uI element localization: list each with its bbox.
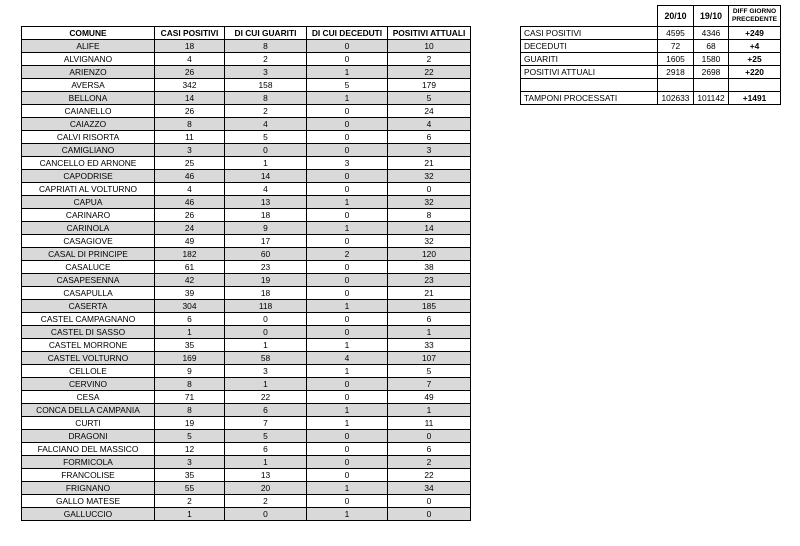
cell-positivi-attuali: 7 <box>388 378 471 391</box>
table-row <box>22 66 471 79</box>
cell-comune: FRANCOLISE <box>22 469 155 482</box>
cell-casi-positivi: 18 <box>155 40 225 53</box>
cell-positivi-attuali: 6 <box>388 131 471 144</box>
cell-guariti: 13 <box>225 469 307 482</box>
cell-casi-positivi: 49 <box>155 235 225 248</box>
cell-guariti: 0 <box>225 326 307 339</box>
cell-casi-positivi: 9 <box>155 365 225 378</box>
summary-diff: +249 <box>729 27 781 40</box>
header-deceduti: DI CUI DECEDUTI <box>307 27 388 40</box>
cell-guariti: 118 <box>225 300 307 313</box>
cell-casi-positivi: 14 <box>155 92 225 105</box>
cell-deceduti: 0 <box>307 274 388 287</box>
cell-positivi-attuali: 22 <box>388 66 471 79</box>
cell-deceduti: 0 <box>307 209 388 222</box>
cell-deceduti: 0 <box>307 261 388 274</box>
header-guariti: DI CUI GUARITI <box>225 27 307 40</box>
cell-deceduti: 0 <box>307 443 388 456</box>
cell-guariti: 6 <box>225 443 307 456</box>
summary-value-previous: 101142 <box>694 92 729 105</box>
summary-corner <box>521 6 658 27</box>
table-row <box>22 482 471 495</box>
cell-deceduti: 0 <box>307 40 388 53</box>
cell-casi-positivi: 304 <box>155 300 225 313</box>
cell-guariti: 60 <box>225 248 307 261</box>
cell-casi-positivi: 26 <box>155 105 225 118</box>
cell-casi-positivi: 3 <box>155 456 225 469</box>
cell-comune: GALLO MATESE <box>22 495 155 508</box>
cell-comune: BELLONA <box>22 92 155 105</box>
cell-comune: CANCELLO ED ARNONE <box>22 157 155 170</box>
summary-date-current: 20/10 <box>658 6 694 27</box>
table-row <box>22 248 471 261</box>
cell-comune: CASALUCE <box>22 261 155 274</box>
cell-guariti: 2 <box>225 105 307 118</box>
cell-guariti: 22 <box>225 391 307 404</box>
cell-positivi-attuali: 32 <box>388 196 471 209</box>
cell-casi-positivi: 1 <box>155 326 225 339</box>
cell-positivi-attuali: 0 <box>388 183 471 196</box>
table-row <box>22 144 471 157</box>
cell-comune: CAPODRISE <box>22 170 155 183</box>
cell-deceduti: 1 <box>307 222 388 235</box>
cell-casi-positivi: 42 <box>155 274 225 287</box>
cell-casi-positivi: 6 <box>155 313 225 326</box>
cell-casi-positivi: 71 <box>155 391 225 404</box>
cell-comune: CASTEL VOLTURNO <box>22 352 155 365</box>
summary-row <box>521 92 781 105</box>
cell-comune: FRIGNANO <box>22 482 155 495</box>
table-row <box>22 391 471 404</box>
cell-guariti: 0 <box>225 144 307 157</box>
cell-guariti: 2 <box>225 53 307 66</box>
cell-positivi-attuali: 1 <box>388 404 471 417</box>
table-row <box>22 456 471 469</box>
table-row <box>22 404 471 417</box>
cell-comune: CERVINO <box>22 378 155 391</box>
cell-positivi-attuali: 2 <box>388 53 471 66</box>
cell-positivi-attuali: 24 <box>388 105 471 118</box>
cell-deceduti: 0 <box>307 378 388 391</box>
table-row <box>22 261 471 274</box>
cell-deceduti: 4 <box>307 352 388 365</box>
cell-comune: CASTEL MORRONE <box>22 339 155 352</box>
cell-casi-positivi: 182 <box>155 248 225 261</box>
cell-positivi-attuali: 3 <box>388 144 471 157</box>
summary-value-current: 1605 <box>658 53 694 66</box>
summary-value-previous <box>694 79 729 92</box>
summary-table-body <box>521 27 781 105</box>
cell-comune: CAPUA <box>22 196 155 209</box>
cell-casi-positivi: 5 <box>155 430 225 443</box>
cell-casi-positivi: 4 <box>155 183 225 196</box>
cell-casi-positivi: 39 <box>155 287 225 300</box>
cell-comune: CAMIGLIANO <box>22 144 155 157</box>
cell-comune: CASAGIOVE <box>22 235 155 248</box>
cell-guariti: 8 <box>225 92 307 105</box>
cell-comune: CASAPULLA <box>22 287 155 300</box>
cell-guariti: 18 <box>225 287 307 300</box>
cell-casi-positivi: 8 <box>155 378 225 391</box>
cell-comune: CAIANELLO <box>22 105 155 118</box>
cell-comune: FALCIANO DEL MASSICO <box>22 443 155 456</box>
cell-deceduti: 0 <box>307 391 388 404</box>
summary-diff-header-line1: DIFF GIORNO <box>732 8 777 15</box>
cell-casi-positivi: 19 <box>155 417 225 430</box>
summary-value-current: 2918 <box>658 66 694 79</box>
cell-guariti: 19 <box>225 274 307 287</box>
cell-deceduti: 1 <box>307 417 388 430</box>
cell-guariti: 9 <box>225 222 307 235</box>
table-row <box>22 326 471 339</box>
cell-guariti: 18 <box>225 209 307 222</box>
cell-deceduti: 2 <box>307 248 388 261</box>
table-row <box>22 365 471 378</box>
cell-guariti: 4 <box>225 118 307 131</box>
table-row <box>22 430 471 443</box>
table-row <box>22 378 471 391</box>
cell-deceduti: 1 <box>307 508 388 521</box>
cell-deceduti: 1 <box>307 482 388 495</box>
summary-value-previous: 2698 <box>694 66 729 79</box>
table-row <box>22 352 471 365</box>
cell-casi-positivi: 12 <box>155 443 225 456</box>
cell-positivi-attuali: 179 <box>388 79 471 92</box>
cell-positivi-attuali: 32 <box>388 170 471 183</box>
cell-guariti: 4 <box>225 183 307 196</box>
cell-positivi-attuali: 21 <box>388 157 471 170</box>
cell-comune: CONCA DELLA CAMPANIA <box>22 404 155 417</box>
table-row <box>22 287 471 300</box>
cell-comune: ARIENZO <box>22 66 155 79</box>
table-row <box>22 118 471 131</box>
cell-guariti: 0 <box>225 508 307 521</box>
cell-casi-positivi: 55 <box>155 482 225 495</box>
cell-positivi-attuali: 0 <box>388 508 471 521</box>
table-row <box>22 170 471 183</box>
summary-row <box>521 66 781 79</box>
table-row <box>22 443 471 456</box>
table-row <box>22 235 471 248</box>
summary-label: GUARITI <box>521 53 658 66</box>
cell-casi-positivi: 46 <box>155 196 225 209</box>
table-row <box>22 417 471 430</box>
cell-deceduti: 1 <box>307 339 388 352</box>
cell-deceduti: 0 <box>307 183 388 196</box>
cell-casi-positivi: 1 <box>155 508 225 521</box>
cell-deceduti: 0 <box>307 456 388 469</box>
cell-deceduti: 0 <box>307 118 388 131</box>
cell-positivi-attuali: 34 <box>388 482 471 495</box>
cell-positivi-attuali: 107 <box>388 352 471 365</box>
cell-guariti: 7 <box>225 417 307 430</box>
cell-comune: GALLUCCIO <box>22 508 155 521</box>
summary-diff: +4 <box>729 40 781 53</box>
cell-guariti: 20 <box>225 482 307 495</box>
comuni-table-header <box>22 27 471 40</box>
cell-casi-positivi: 4 <box>155 53 225 66</box>
cell-deceduti: 1 <box>307 92 388 105</box>
cell-guariti: 1 <box>225 456 307 469</box>
table-row <box>22 92 471 105</box>
cell-comune: CASTEL DI SASSO <box>22 326 155 339</box>
summary-label <box>521 79 658 92</box>
cell-comune: CALVI RISORTA <box>22 131 155 144</box>
summary-value-current: 4595 <box>658 27 694 40</box>
cell-deceduti: 1 <box>307 300 388 313</box>
summary-label: DECEDUTI <box>521 40 658 53</box>
cell-casi-positivi: 35 <box>155 469 225 482</box>
summary-row <box>521 53 781 66</box>
cell-casi-positivi: 8 <box>155 404 225 417</box>
cell-positivi-attuali: 11 <box>388 417 471 430</box>
cell-casi-positivi: 46 <box>155 170 225 183</box>
cell-positivi-attuali: 21 <box>388 287 471 300</box>
summary-value-previous: 68 <box>694 40 729 53</box>
table-row <box>22 300 471 313</box>
cell-comune: CASTEL CAMPAGNANO <box>22 313 155 326</box>
cell-comune: CELLOLE <box>22 365 155 378</box>
cell-positivi-attuali: 22 <box>388 469 471 482</box>
table-row <box>22 274 471 287</box>
comuni-table <box>21 26 471 521</box>
cell-positivi-attuali: 10 <box>388 40 471 53</box>
cell-guariti: 5 <box>225 131 307 144</box>
cell-guariti: 3 <box>225 365 307 378</box>
cell-guariti: 58 <box>225 352 307 365</box>
cell-deceduti: 0 <box>307 430 388 443</box>
cell-casi-positivi: 61 <box>155 261 225 274</box>
cell-deceduti: 1 <box>307 196 388 209</box>
summary-value-current: 72 <box>658 40 694 53</box>
cell-positivi-attuali: 33 <box>388 339 471 352</box>
header-casi-positivi: CASI POSITIVI <box>155 27 225 40</box>
summary-label: TAMPONI PROCESSATI <box>521 92 658 105</box>
cell-casi-positivi: 26 <box>155 66 225 79</box>
cell-positivi-attuali: 6 <box>388 313 471 326</box>
summary-row <box>521 27 781 40</box>
cell-comune: CASAPESENNA <box>22 274 155 287</box>
cell-casi-positivi: 11 <box>155 131 225 144</box>
table-row <box>22 222 471 235</box>
cell-positivi-attuali: 38 <box>388 261 471 274</box>
cell-comune: CAIAZZO <box>22 118 155 131</box>
cell-deceduti: 5 <box>307 79 388 92</box>
cell-deceduti: 0 <box>307 469 388 482</box>
comuni-table-body <box>22 40 471 521</box>
cell-positivi-attuali: 49 <box>388 391 471 404</box>
table-row <box>22 313 471 326</box>
header-comune: COMUNE <box>22 27 155 40</box>
cell-comune: CAPRIATI AL VOLTURNO <box>22 183 155 196</box>
cell-comune: CASERTA <box>22 300 155 313</box>
summary-label: POSITIVI ATTUALI <box>521 66 658 79</box>
cell-positivi-attuali: 4 <box>388 118 471 131</box>
table-row <box>22 183 471 196</box>
cell-positivi-attuali: 1 <box>388 326 471 339</box>
cell-guariti: 23 <box>225 261 307 274</box>
summary-diff-header-line2: PRECEDENTE <box>731 16 778 23</box>
cell-positivi-attuali: 0 <box>388 430 471 443</box>
summary-value-previous: 1580 <box>694 53 729 66</box>
table-row <box>22 40 471 53</box>
table-row <box>22 157 471 170</box>
cell-guariti: 8 <box>225 40 307 53</box>
summary-diff: +25 <box>729 53 781 66</box>
cell-comune: AVERSA <box>22 79 155 92</box>
cell-positivi-attuali: 120 <box>388 248 471 261</box>
table-row <box>22 508 471 521</box>
cell-deceduti: 0 <box>307 495 388 508</box>
cell-comune: ALIFE <box>22 40 155 53</box>
summary-date-previous: 19/10 <box>694 6 729 27</box>
summary-diff: +220 <box>729 66 781 79</box>
cell-deceduti: 0 <box>307 105 388 118</box>
summary-label: CASI POSITIVI <box>521 27 658 40</box>
cell-positivi-attuali: 14 <box>388 222 471 235</box>
cell-comune: CESA <box>22 391 155 404</box>
cell-positivi-attuali: 5 <box>388 365 471 378</box>
summary-row <box>521 40 781 53</box>
cell-deceduti: 1 <box>307 66 388 79</box>
cell-positivi-attuali: 6 <box>388 443 471 456</box>
cell-guariti: 6 <box>225 404 307 417</box>
header-positivi-attuali: POSITIVI ATTUALI <box>388 27 471 40</box>
cell-comune: FORMICOLA <box>22 456 155 469</box>
cell-casi-positivi: 2 <box>155 495 225 508</box>
table-row <box>22 131 471 144</box>
cell-guariti: 2 <box>225 495 307 508</box>
table-row <box>22 339 471 352</box>
cell-deceduti: 1 <box>307 404 388 417</box>
cell-casi-positivi: 26 <box>155 209 225 222</box>
cell-guariti: 14 <box>225 170 307 183</box>
table-row <box>22 209 471 222</box>
table-row <box>22 469 471 482</box>
summary-diff: +1491 <box>729 92 781 105</box>
cell-guariti: 17 <box>225 235 307 248</box>
cell-positivi-attuali: 32 <box>388 235 471 248</box>
summary-value-current <box>658 79 694 92</box>
cell-guariti: 5 <box>225 430 307 443</box>
cell-casi-positivi: 25 <box>155 157 225 170</box>
cell-guariti: 158 <box>225 79 307 92</box>
cell-deceduti: 0 <box>307 170 388 183</box>
summary-diff <box>729 79 781 92</box>
cell-deceduti: 0 <box>307 326 388 339</box>
cell-positivi-attuali: 5 <box>388 92 471 105</box>
cell-comune: CASAL DI PRINCIPE <box>22 248 155 261</box>
table-row <box>22 79 471 92</box>
cell-positivi-attuali: 185 <box>388 300 471 313</box>
cell-positivi-attuali: 8 <box>388 209 471 222</box>
cell-positivi-attuali: 23 <box>388 274 471 287</box>
table-row <box>22 105 471 118</box>
summary-row <box>521 79 781 92</box>
table-row <box>22 495 471 508</box>
cell-deceduti: 0 <box>307 53 388 66</box>
cell-comune: ALVIGNANO <box>22 53 155 66</box>
cell-deceduti: 3 <box>307 157 388 170</box>
summary-value-previous: 4346 <box>694 27 729 40</box>
summary-header-row <box>521 6 781 27</box>
cell-casi-positivi: 35 <box>155 339 225 352</box>
cell-positivi-attuali: 0 <box>388 495 471 508</box>
cell-deceduti: 0 <box>307 313 388 326</box>
cell-guariti: 0 <box>225 313 307 326</box>
cell-deceduti: 0 <box>307 287 388 300</box>
cell-comune: CURTI <box>22 417 155 430</box>
table-row <box>22 196 471 209</box>
summary-table <box>520 5 781 105</box>
cell-guariti: 1 <box>225 157 307 170</box>
cell-casi-positivi: 3 <box>155 144 225 157</box>
cell-comune: CARINARO <box>22 209 155 222</box>
cell-positivi-attuali: 2 <box>388 456 471 469</box>
cell-comune: DRAGONI <box>22 430 155 443</box>
cell-deceduti: 0 <box>307 131 388 144</box>
cell-comune: CARINOLA <box>22 222 155 235</box>
cell-guariti: 13 <box>225 196 307 209</box>
summary-diff-header <box>729 6 781 27</box>
cell-guariti: 3 <box>225 66 307 79</box>
cell-casi-positivi: 342 <box>155 79 225 92</box>
cell-casi-positivi: 8 <box>155 118 225 131</box>
cell-casi-positivi: 24 <box>155 222 225 235</box>
summary-value-current: 102633 <box>658 92 694 105</box>
table-row <box>22 53 471 66</box>
cell-deceduti: 0 <box>307 235 388 248</box>
cell-casi-positivi: 169 <box>155 352 225 365</box>
cell-guariti: 1 <box>225 378 307 391</box>
cell-deceduti: 0 <box>307 144 388 157</box>
cell-deceduti: 1 <box>307 365 388 378</box>
cell-guariti: 1 <box>225 339 307 352</box>
